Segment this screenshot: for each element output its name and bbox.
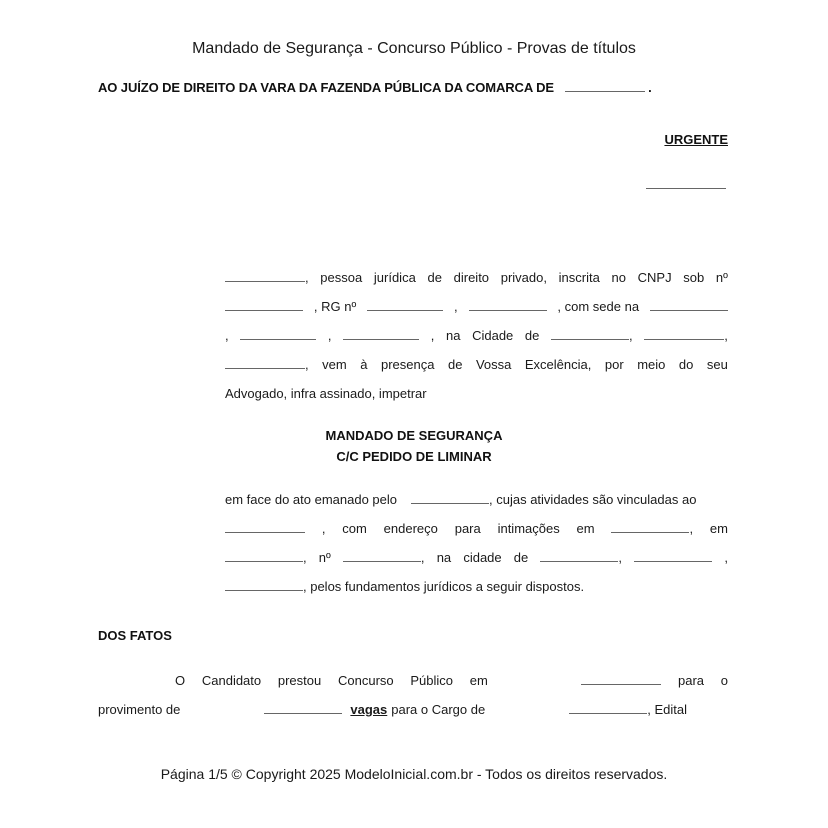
qualification-line-2 <box>225 292 728 321</box>
text-fragment: provimento de <box>98 702 181 717</box>
qualification-paragraph <box>225 263 728 408</box>
party-name-blank[interactable] <box>225 270 305 282</box>
text-fragment: vem <box>322 357 347 372</box>
text-fragment: de <box>447 357 463 372</box>
authority-line-2 <box>225 514 728 543</box>
text-fragment: presença <box>380 357 435 372</box>
text-fragment: , com sede na <box>557 299 640 314</box>
authority-paragraph <box>225 485 728 601</box>
text-fragment: sob <box>683 270 705 285</box>
date-blank[interactable] <box>646 176 726 189</box>
facts-line-1 <box>98 666 728 695</box>
urgent-label: URGENTE <box>664 132 728 147</box>
page-footer: Página 1/5 © Copyright 2025 ModeloInicial.com.br - Todos os direitos reservados. <box>160 766 668 782</box>
text-fragment: para <box>454 521 481 536</box>
authority-zip-blank[interactable] <box>225 579 303 591</box>
text-fragment: prestou <box>277 673 322 688</box>
text-fragment: com <box>342 521 367 536</box>
position-blank[interactable] <box>569 702 647 714</box>
text-fragment: do <box>678 357 694 372</box>
text-fragment: , Edital <box>647 702 687 717</box>
text-fragment: em <box>576 521 595 536</box>
text-fragment: , <box>689 521 694 536</box>
text-fragment: nº <box>715 270 728 285</box>
text-fragment: meio <box>637 357 666 372</box>
comarca-blank[interactable] <box>565 80 645 92</box>
addressee-end: . <box>648 80 652 95</box>
text-fragment: Vossa <box>475 357 512 372</box>
authority-city-blank[interactable] <box>540 550 618 562</box>
text-fragment: por <box>604 357 624 372</box>
text-fragment: Público <box>410 673 453 688</box>
exam-date-blank[interactable] <box>581 673 661 685</box>
vagas-emphasis: vagas <box>350 702 388 717</box>
street-blank[interactable] <box>225 550 303 562</box>
qualification-line-3 <box>225 321 728 350</box>
cnpj-blank[interactable] <box>225 299 303 311</box>
text-fragment: em <box>469 673 488 688</box>
section-heading-facts: DOS FATOS <box>98 628 172 643</box>
service-address-blank[interactable] <box>611 521 689 533</box>
rg-blank[interactable] <box>367 299 443 311</box>
text-fragment: em face do ato emanado pelo <box>225 492 398 507</box>
text-fragment: no <box>611 270 626 285</box>
text-fragment: , <box>420 550 425 565</box>
state-blank[interactable] <box>644 328 724 340</box>
street-number-blank[interactable] <box>343 550 421 562</box>
document-header-title: Mandado de Segurança - Concurso Público - Provas de títulos <box>192 40 636 57</box>
text-fragment: , <box>321 521 326 536</box>
text-fragment: , cujas atividades são vinculadas ao <box>489 492 697 507</box>
text-fragment: para <box>678 673 705 688</box>
number-blank[interactable] <box>240 328 316 340</box>
action-title-line-1: MANDADO DE SEGURANÇA <box>325 428 503 443</box>
vacancies-blank[interactable] <box>264 702 342 714</box>
text-fragment: de <box>427 270 442 285</box>
text-fragment: O <box>175 673 186 688</box>
text-fragment: , <box>724 328 728 343</box>
authority-line-1 <box>225 485 728 514</box>
text-fragment: o <box>720 673 728 688</box>
text-fragment: , <box>724 550 728 565</box>
text-fragment: Excelência, <box>524 357 592 372</box>
text-fragment: à <box>360 357 368 372</box>
authority-line-3 <box>225 543 728 572</box>
text-fragment: , <box>305 357 309 372</box>
text-fragment: , pelos fundamentos jurídicos a seguir dispostos. <box>303 579 585 594</box>
text-fragment: , <box>225 328 229 343</box>
text-fragment: seu <box>706 357 728 372</box>
addressee-line <box>98 80 652 95</box>
addressee-text: AO JUÍZO DE DIREITO DA VARA DA FAZENDA PÚBLICA DA COMARCA DE <box>98 80 554 95</box>
authority-blank[interactable] <box>411 492 489 504</box>
text-fragment: , <box>618 550 623 565</box>
text-fragment: Candidato <box>201 673 262 688</box>
text-fragment: Concurso <box>337 673 394 688</box>
text-fragment: cidade <box>463 550 502 565</box>
text-fragment: , <box>305 270 309 285</box>
text-fragment: , RG nº <box>313 299 357 314</box>
issuer-blank[interactable] <box>469 299 547 311</box>
authority-line-4 <box>225 572 728 601</box>
text-fragment: endereço <box>383 521 438 536</box>
qualification-line-5 <box>225 379 728 408</box>
text-fragment: Advogado, infra assinado, impetrar <box>225 386 427 401</box>
text-fragment: para o Cargo de <box>391 702 486 717</box>
text-fragment: CNPJ <box>637 270 672 285</box>
text-fragment: em <box>709 521 728 536</box>
facts-paragraph <box>98 666 728 724</box>
text-fragment: inscrita <box>558 270 600 285</box>
qualification-line-4 <box>225 350 728 379</box>
text-fragment: , <box>327 328 332 343</box>
text-fragment: , <box>454 299 458 314</box>
text-fragment: , <box>430 328 435 343</box>
qualification-line-1 <box>225 263 728 292</box>
action-title-line-2: C/C PEDIDO DE LIMINAR <box>336 449 492 464</box>
zip-blank[interactable] <box>225 357 305 369</box>
text-fragment: nº <box>318 550 331 565</box>
text-fragment: na <box>436 550 452 565</box>
city-blank[interactable] <box>551 328 629 340</box>
entity-blank[interactable] <box>225 521 305 533</box>
text-fragment: de <box>513 550 529 565</box>
facts-line-2 <box>98 695 728 724</box>
authority-state-blank[interactable] <box>634 550 712 562</box>
text-fragment: , <box>629 328 633 343</box>
text-fragment: jurídica <box>373 270 416 285</box>
text-fragment: Cidade <box>472 328 514 343</box>
text-fragment: privado, <box>500 270 547 285</box>
text-fragment: pessoa <box>320 270 363 285</box>
text-fragment: direito <box>453 270 490 285</box>
district-blank[interactable] <box>343 328 419 340</box>
text-fragment: na <box>446 328 461 343</box>
text-fragment: de <box>524 328 540 343</box>
address-blank[interactable] <box>650 299 728 311</box>
text-fragment: intimações <box>497 521 560 536</box>
text-fragment: , <box>303 550 307 565</box>
